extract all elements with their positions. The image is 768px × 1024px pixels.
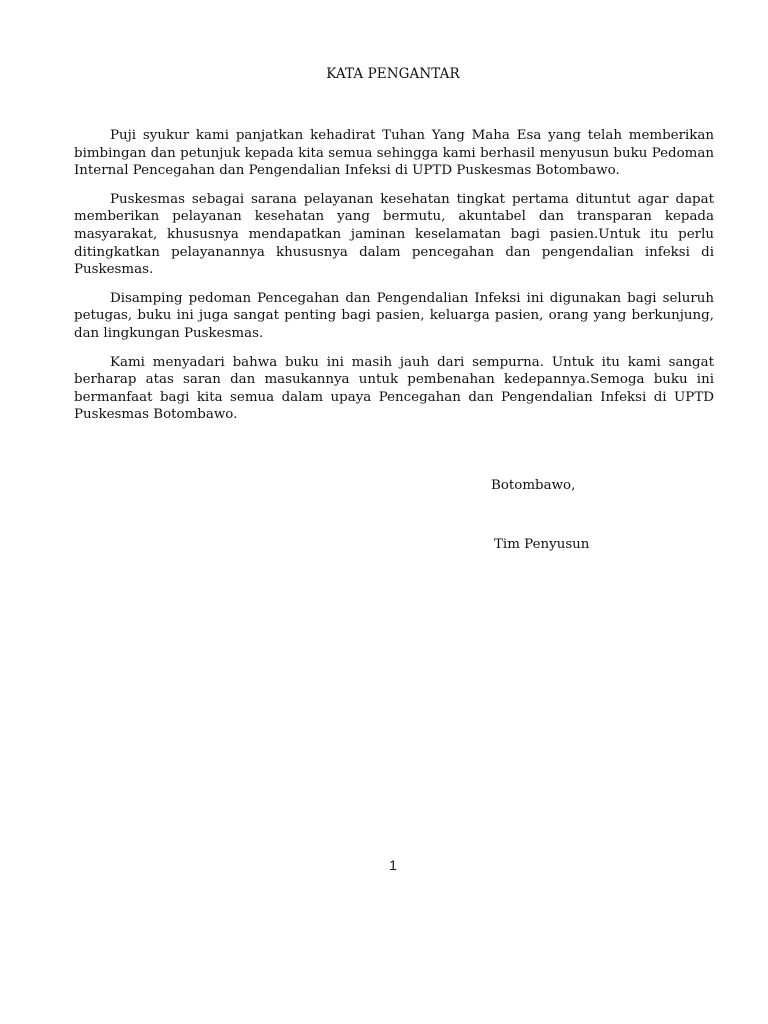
signature-name: Tim Penyusun (494, 537, 590, 552)
paragraph: Kami menyadari bahwa buku ini masih jauh dari sempurna. Untuk itu kami sangat berharap atas saran dan masukannya untuk pembenahan kedepannya.Semoga buku ini bermanfaat bagi kita semua dalam upaya Pencegahan dan Pengendalian Infeksi di UPTD Puskesmas Botombawo. (74, 354, 714, 423)
page-number: 1 (389, 857, 397, 873)
page-title: KATA PENGANTAR (326, 66, 460, 82)
paragraph: Puskesmas sebagai sarana pelayanan kesehatan tingkat pertama dituntut agar dapat memberikan pelayanan kesehatan yang bermutu, akuntabel dan transparan kepada masyarakat, khususnya mendapatkan jaminan keselamatan bagi pasien.Untuk itu perlu ditingkatkan pelayanannya khususnya dalam pencegahan dan pengendalian infeksi di Puskesmas. (74, 191, 714, 278)
paragraph: Puji syukur kami panjatkan kehadirat Tuhan Yang Maha Esa yang telah memberikan bimbingan dan petunjuk kepada kita semua sehingga kami berhasil menyusun buku Pedoman Internal Pencegahan dan Pengendalian Infeksi di UPTD Puskesmas Botombawo. (74, 128, 714, 179)
document-body (74, 127, 714, 435)
paragraph: Disamping pedoman Pencegahan dan Pengendalian Infeksi ini digunakan bagi seluruh petugas, buku ini juga sangat penting bagi pasien, keluarga pasien, orang yang berkunjung, dan lingkungan Puskesmas. (74, 290, 714, 341)
signature-place: Botombawo, (491, 478, 576, 493)
